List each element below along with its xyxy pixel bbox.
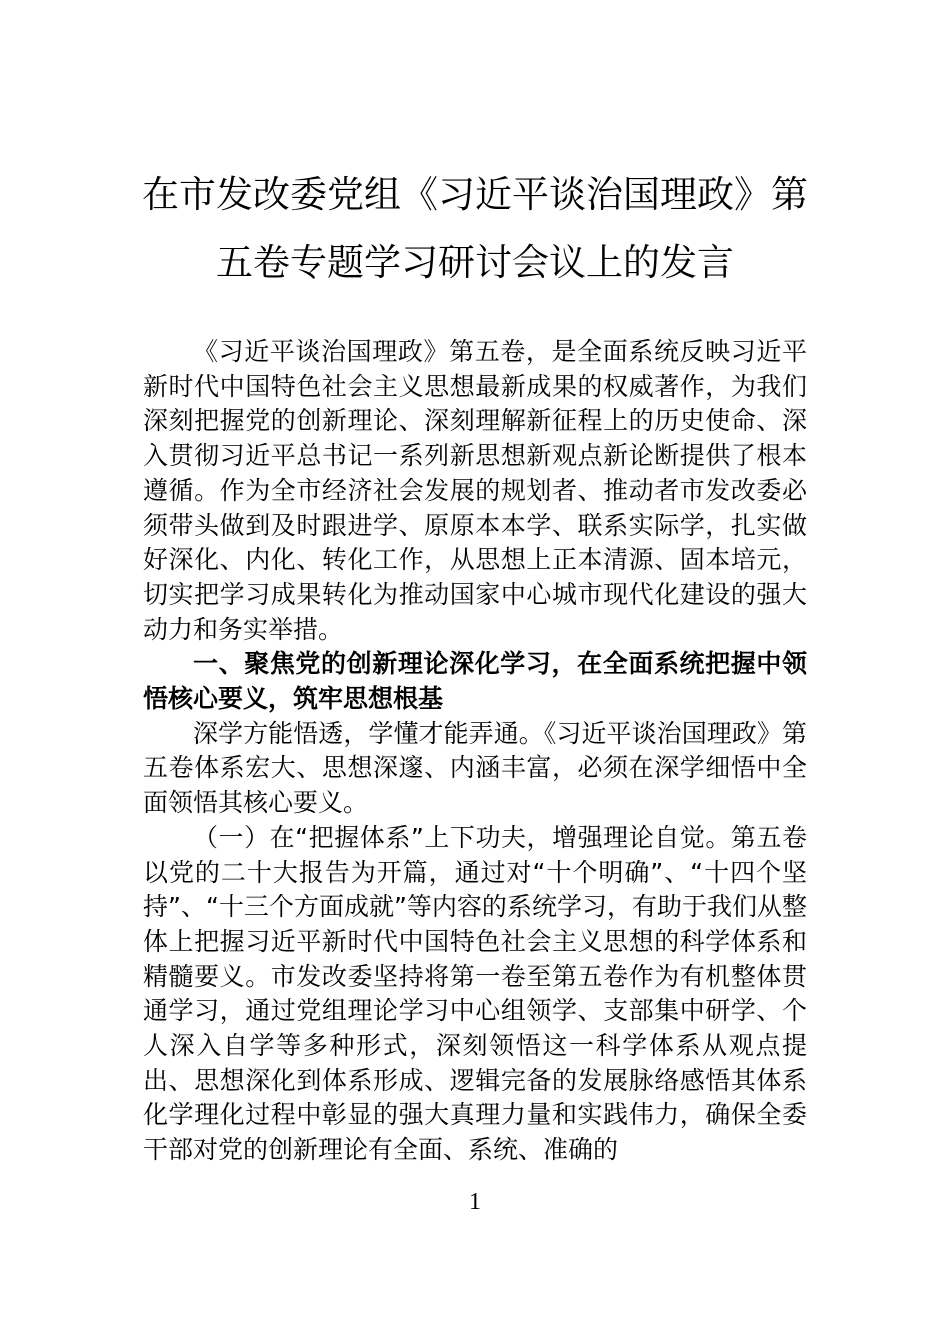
- document-title-line-1: 在市发改委党组《习近平谈治国理政》第: [142, 173, 808, 216]
- intro-paragraph: 《习近平谈治国理政》第五卷，是全面系统反映习近平新时代中国特色社会主义思想最新成果的权威著作，为我们深刻把握党的创新理论、深刻理解新征程上的历史使命、深入贯彻习近平总书记一系列新思想新观点新论断提供了根本遵循。作为全市经济社会发展的规划者、推动者市发改委必须带头做到及时跟进学、原原本本学、联系实际学，扎实做好深化、内化、转化工作，从思想上正本清源、固本培元，切实把学习成果转化为推动国家中心城市现代化建设的强大动力和务实举措。: [143, 337, 807, 644]
- section-1-paragraph: 深学方能悟透，学懂才能弄通。《习近平谈治国理政》第五卷体系宏大、思想深邃、内涵丰富，必须在深学细悟中全面领悟其核心要义。: [143, 718, 807, 818]
- subsection-1-paragraph: （一）在“把握体系”上下功夫，增强理论自觉。第五卷以党的二十大报告为开篇，通过对“十个明确”、“十四个坚持”、“十三个方面成就”等内容的系统学习，有助于我们从整体上把握习近平新时代中国特色社会主义思想的科学体系和精髓要义。市发改委坚持将第一卷至第五卷作为有机整体贯通学习，通过党组理论学习中心组领学、支部集中研学、个人深入自学等多种形式，深刻领悟这一科学体系从观点提出、思想深化到体系形成、逻辑完备的发展脉络感悟其体系化学理化过程中彰显的强大真理力量和实践伟力，确保全委干部对党的创新理论有全面、系统、准确的: [143, 822, 807, 1165]
- document-title-line-2: 五卷专题学习研讨会议上的发言: [216, 241, 734, 284]
- section-heading-1: 一、聚焦党的创新理论深化学习，在全面系统把握中领悟核心要义，筑牢思想根基: [143, 649, 807, 714]
- document-body: [143, 335, 807, 1168]
- page-number: 1: [469, 1189, 481, 1215]
